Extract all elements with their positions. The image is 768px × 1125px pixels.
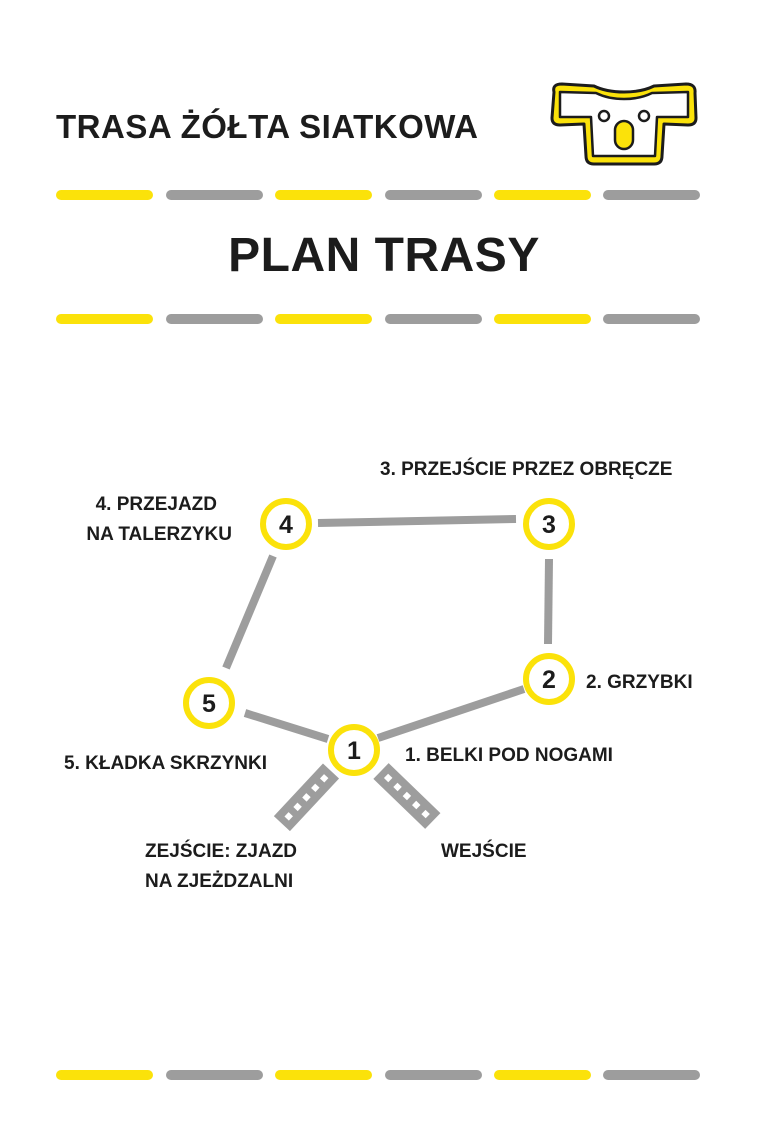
path-2-3 (548, 559, 549, 644)
route-title: TRASA ŻÓŁTA SIATKOWA (56, 108, 479, 145)
plan-title: PLAN TRASY (228, 229, 540, 282)
exit-track (274, 763, 339, 831)
path-5-1 (245, 713, 328, 739)
station-number-2: 2 (542, 666, 556, 694)
path-1-2 (378, 689, 524, 738)
route-paths (226, 519, 549, 739)
entrance-track (373, 763, 440, 829)
station-label-4-line2: NA TALERZYKU (86, 524, 232, 545)
station-number-4: 4 (279, 511, 293, 539)
entrance-label: WEJŚCIE (441, 841, 527, 862)
path-3-4 (318, 519, 516, 523)
station-number-3: 3 (542, 511, 556, 539)
station-label-5: 5. KŁADKA SKRZYNKI (64, 753, 268, 774)
exit-label-line2: NA ZJEŻDZALNI (145, 871, 294, 892)
station-label-3: 3. PRZEJŚCIE PRZEZ OBRĘCZE (380, 459, 673, 480)
station-number-1: 1 (347, 737, 361, 765)
station-label-1: 1. BELKI POD NOGAMI (405, 745, 613, 766)
station-number-5: 5 (202, 690, 216, 718)
station-label-2: 2. GRZYBKI (586, 672, 693, 693)
path-4-5 (226, 556, 273, 668)
exit-label-line1: ZEJŚCIE: ZJAZD (145, 841, 298, 862)
station-label-4-line1: 4. PRZEJAZD (95, 494, 217, 515)
